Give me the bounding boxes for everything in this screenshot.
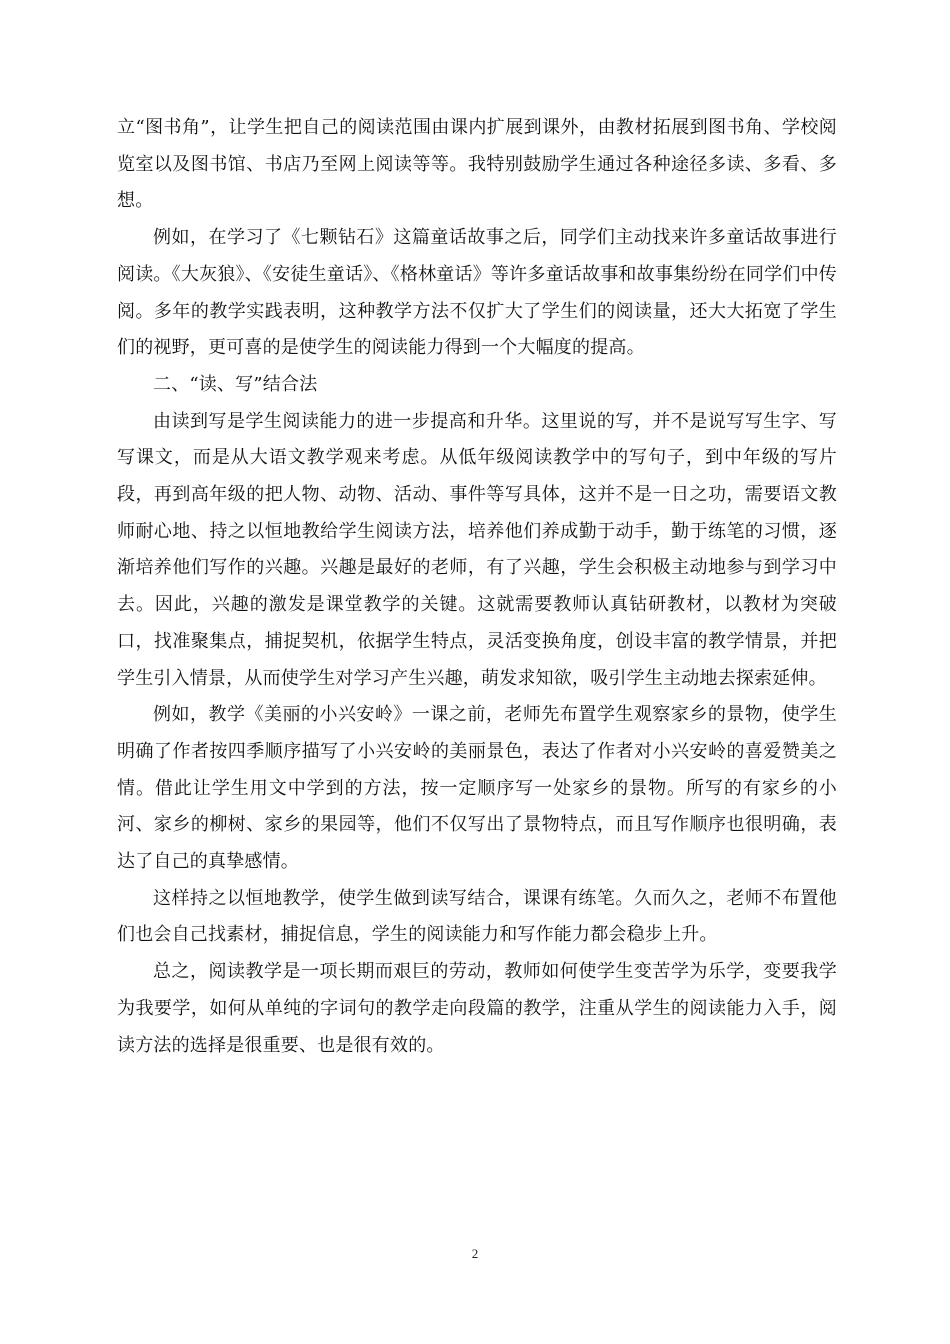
- paragraph-reading-writing: 由读到写是学生阅读能力的进一步提高和升华。这里说的写，并不是说写写生字、写写课文，而是从大语文教学观来考虑。从低年级阅读教学中的写句子，到中年级的写片段，再到高年级的把人物、动物、活动、事件等写具体，这并不是一日之功，需要语文教师耐心地、持之以恒地教给学生阅读方法，培养他们养成勤于动手，勤于练笔的习惯，逐渐培养他们写作的兴趣。兴趣是最好的老师，有了兴趣，学生会积极主动地参与到学习中去。因此，兴趣的激发是课堂教学的关键。这就需要教师认真钻研教材，以教材为突破口，找准聚集点，捕捉契机，依据学生特点，灵活变换角度，创设丰富的教学情景，并把学生引入情景，从而使学生对学习产生兴趣，萌发求知欲，吸引学生主动地去探索延伸。: [117, 410, 837, 689]
- section-heading: 二、“读、写”结合法: [153, 373, 318, 395]
- page-number: 2: [471, 1246, 479, 1261]
- paragraph-persistence: 这样持之以恒地教学，使学生做到读写结合，课课有练笔。久而久之，老师不布置他们也会自己找素材，捕捉信息，学生的阅读能力和写作能力都会稳步上升。: [117, 887, 837, 946]
- paragraph-continued: 立“图书角”，让学生把自己的阅读范围由课内扩展到课外，由教材拓展到图书角、学校阅览室以及图书馆、书店乃至网上阅读等等。我特别鼓励学生通过各种途径多读、多看、多想。: [117, 117, 837, 212]
- paragraph-example-fairy-tales: 例如，在学习了《七颗钻石》这篇童话故事之后，同学们主动找来许多童话故事进行阅读。《大灰狼》、《安徒生童话》、《格林童话》等许多童话故事和故事集纷纷在同学们中传阅。多年的教学实践表明，这种教学方法不仅扩大了学生们的阅读量，还大大拓宽了学生们的视野，更可喜的是使学生的阅读能力得到一个大幅度的提高。: [117, 227, 837, 359]
- paragraph-example-xiaoxinganling: 例如，教学《美丽的小兴安岭》一课之前，老师先布置学生观察家乡的景物，使学生明确了作者按四季顺序描写了小兴安岭的美丽景色，表达了作者对小兴安岭的喜爱赞美之情。借此让学生用文中学到的方法，按一定顺序写一处家乡的景物。所写的有家乡的小河、家乡的柳树、家乡的果园等，他们不仅写出了景物特点，而且写作顺序也很明确，表达了自己的真挚感情。: [117, 704, 837, 873]
- body-text: [117, 110, 837, 1064]
- paragraph-conclusion: 总之，阅读教学是一项长期而艰巨的劳动，教师如何使学生变苦学为乐学，变要我学为我要学，如何从单纯的字词句的教学走向段篇的教学，注重从学生的阅读能力入手，阅读方法的选择是很重要、也是很有效的。: [117, 961, 837, 1056]
